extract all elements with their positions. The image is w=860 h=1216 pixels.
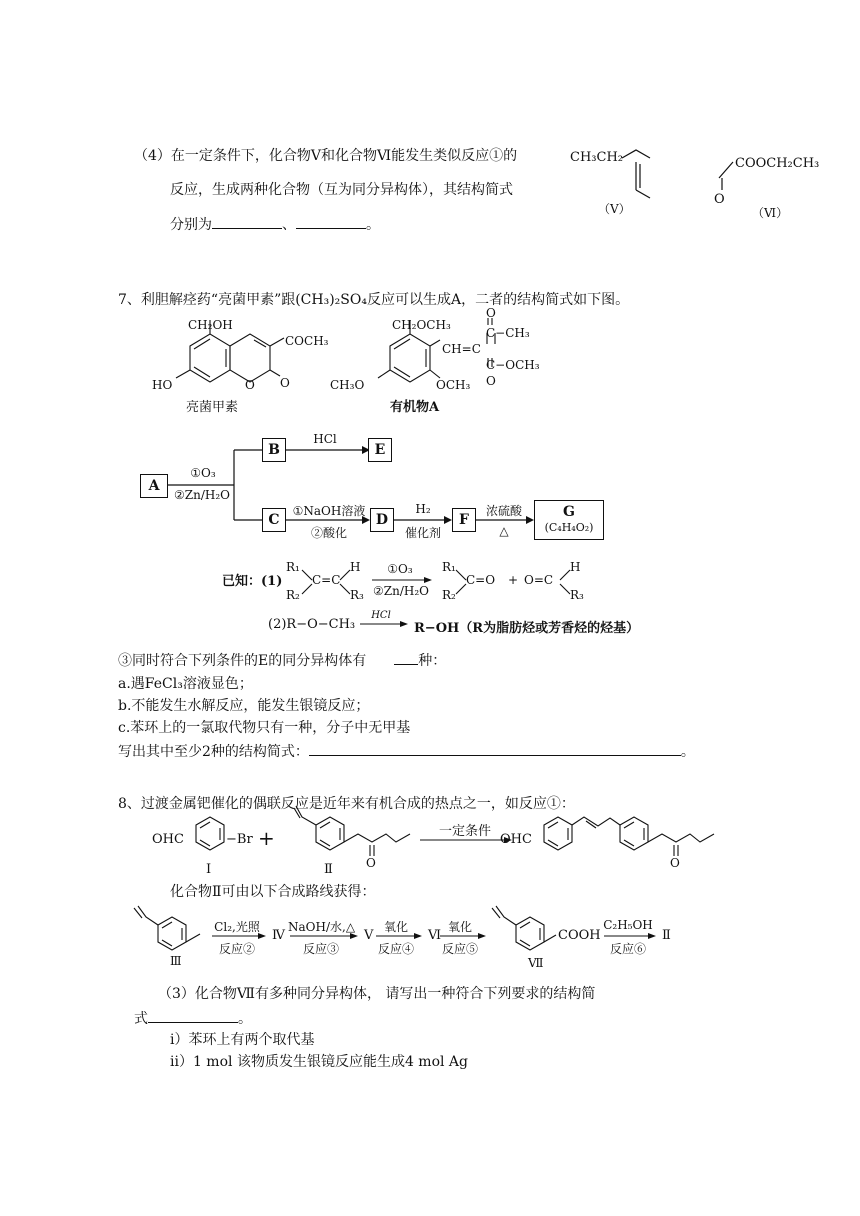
cond-d-f-2: 催化剂 <box>404 526 441 540</box>
m2-ch-c: CH=C <box>442 342 481 356</box>
q4-line1: （4）在一定条件下，化合物Ⅴ和化合物Ⅵ能发生类似反应①的 <box>134 148 518 164</box>
r4-cond: 氧化 <box>383 920 408 934</box>
known-arrow-cond-1: ①O₃ <box>387 562 413 576</box>
cond-d-f-1: H₂ <box>415 502 431 516</box>
product-ohc: OHC <box>500 832 532 847</box>
cond-c-d-2: ②酸化 <box>310 526 347 540</box>
product-co: C=O <box>466 573 496 587</box>
known-label: 已知：(1) <box>222 574 283 589</box>
known-cc: C=C <box>312 573 341 587</box>
i-ohc: OHC <box>152 832 184 847</box>
q8-q3-line1: （3）化合物Ⅶ有多种同分异构体， 请写出一种符合下列要求的结构简 <box>158 986 596 1002</box>
m2-o-bottom: O <box>486 374 496 388</box>
answer-blank[interactable] <box>309 741 681 756</box>
r6-label: 反应⑥ <box>609 942 646 956</box>
cond-f-g-1: 浓硫酸 <box>485 504 522 518</box>
condition-b: b.不能发生水解反应，能发生银镜反应； <box>118 698 370 714</box>
known2-cond: HCl <box>371 610 391 621</box>
known-arrow-cond-2: ②Zn/H₂O <box>373 584 429 598</box>
m1-ch2oh: CH₂OH <box>188 318 233 332</box>
q7-q3: ③同时符合下列条件的E的同分异构体有 种： <box>118 650 446 671</box>
compound-iii-label: Ⅲ <box>170 954 182 968</box>
reaction1-cond: 一定条件 <box>438 824 491 839</box>
q4-line3: 分别为 、 。 <box>170 214 380 235</box>
compound-v: Ⅴ <box>364 928 374 943</box>
q8-route: 化合物Ⅱ可由以下合成路线获得： <box>170 884 376 900</box>
cond-a-1: ①O₃ <box>190 466 216 480</box>
box-b: B <box>262 438 286 462</box>
product-h: H <box>570 560 581 574</box>
compound-v-label: （Ⅴ） <box>598 202 631 216</box>
q7-intro: 7、利胆解痉药“亮菌甲素”跟(CH₃)₂SO₄反应可以生成A，二者的结构简式如下图。 <box>118 292 630 308</box>
box-f: F <box>452 508 476 532</box>
r3-cond: NaOH/水,△ <box>288 920 356 934</box>
product-plus: + <box>508 573 519 587</box>
r5-cond: 氧化 <box>447 920 472 934</box>
m2-och3: OCH₃ <box>436 378 471 392</box>
answer-blank[interactable] <box>148 1008 238 1023</box>
vi-oxygen: O <box>714 192 725 207</box>
known-r3: R₃ <box>350 588 364 602</box>
known-h: H <box>350 560 361 574</box>
box-e: E <box>368 438 392 462</box>
r2-label: 反应② <box>218 942 255 956</box>
known-r2: R₂ <box>286 588 300 602</box>
r6-cond: C₂H₅OH <box>603 918 653 932</box>
compound-iv: Ⅳ <box>272 928 285 943</box>
cond-c-d-1: ①NaOH溶液 <box>292 504 366 518</box>
compound-ii-end: Ⅱ <box>662 928 671 943</box>
cond-b-e: HCl <box>313 432 337 446</box>
ii-oxygen: O <box>366 856 376 870</box>
product-r2: R₂ <box>442 588 456 602</box>
m1-coch3: COCH₃ <box>285 334 329 348</box>
product-r1: R₁ <box>442 560 456 574</box>
known2-reactant: (2)R−O−CH₃ <box>268 617 356 632</box>
known-r1: R₁ <box>286 560 300 574</box>
compound-vi-label: （Ⅵ） <box>752 206 789 220</box>
vii-cooh: COOH <box>558 928 601 943</box>
box-a: A <box>140 474 168 498</box>
cond-a-2: ②Zn/H₂O <box>174 488 230 502</box>
r5-label: 反应⑤ <box>441 942 478 956</box>
m1-ho: HO <box>152 378 173 392</box>
q8-condition-i: i）苯环上有两个取代基 <box>170 1032 315 1048</box>
m2-c-ch3: C−CH₃ <box>486 326 530 340</box>
v-ethyl-group: CH₃CH₂ <box>570 150 623 165</box>
m2-ch3o: CH₃O <box>330 378 365 392</box>
compound-vi: Ⅵ <box>428 928 442 943</box>
cond-f-g-2: △ <box>499 524 509 538</box>
condition-c: c.苯环上的一氯取代物只有一种，分子中无甲基 <box>118 720 411 736</box>
box-g: G (C₄H₄O₂) <box>534 500 604 540</box>
product-oc: O=C <box>524 573 554 587</box>
q8-q3-line2: 式 。 <box>134 1008 252 1029</box>
q7-write: 写出其中至少2种的结构简式： 。 <box>118 741 695 762</box>
q8-condition-ii: ii）1 mol 该物质发生银镜反应能生成4 mol Ag <box>170 1054 469 1070</box>
answer-blank[interactable] <box>394 650 418 665</box>
r3-label: 反应③ <box>302 942 339 956</box>
m2-o-top: O <box>486 306 496 320</box>
known2-product: R−OH（R为脂肪烃或芳香烃的烃基） <box>414 621 640 636</box>
compound-vii-label: Ⅶ <box>528 956 544 970</box>
i-br: −Br <box>226 832 253 847</box>
m1-o-carbonyl: O <box>280 376 290 390</box>
r2-cond: Cl₂,光照 <box>214 920 260 934</box>
box-c: C <box>262 508 286 532</box>
q8-intro: 8、过渡金属钯催化的偶联反应是近年来有机合成的热点之一，如反应①： <box>118 796 575 812</box>
q4-line2: 反应，生成两种化合物（互为同分异构体），其结构简式 <box>170 182 513 198</box>
product-oxygen: O <box>670 856 680 870</box>
m2-ch2och3: CH₂OCH₃ <box>392 318 451 332</box>
r4-label: 反应④ <box>377 942 414 956</box>
product-r3: R₃ <box>570 588 584 602</box>
vi-ester-group: COOCH₂CH₃ <box>735 156 820 171</box>
m1-o-ring: O <box>245 378 255 392</box>
condition-a: a.遇FeCl₃溶液显色； <box>118 676 253 692</box>
compound-i-label: Ⅰ <box>206 862 212 877</box>
m1-name: 亮菌甲素 <box>186 400 239 415</box>
m2-name: 有机物A <box>390 400 440 415</box>
reaction-plus: + <box>258 826 275 850</box>
compound-ii-label: Ⅱ <box>324 862 333 877</box>
m2-c-och3: C−OCH₃ <box>486 358 540 372</box>
box-d: D <box>370 508 394 532</box>
